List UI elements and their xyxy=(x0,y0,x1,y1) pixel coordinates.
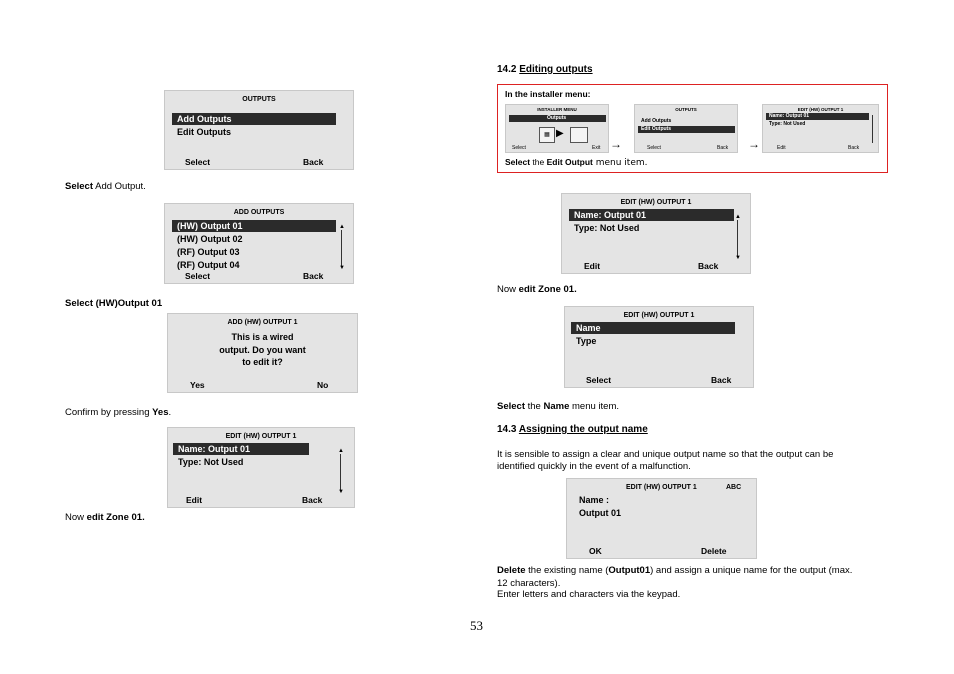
arrow-icon: → xyxy=(748,137,760,151)
arrow-right-icon: ▶ xyxy=(556,128,564,139)
softkey-right[interactable]: Back xyxy=(711,375,732,385)
paragraph-delete-line-3: Enter letters and characters via the keypad. xyxy=(497,589,681,600)
scrollbar[interactable] xyxy=(339,224,345,271)
softkey-delete[interactable]: Delete xyxy=(701,546,727,556)
softkey-left[interactable]: Select xyxy=(185,157,211,167)
menu-item-name[interactable]: Name: Output 01 xyxy=(569,209,734,221)
softkey-left[interactable]: Select xyxy=(586,375,612,385)
menu-item-type[interactable]: Type: Not Used xyxy=(178,457,244,467)
lcd-edit-name-type xyxy=(564,306,754,388)
mini-softkey-right: Back xyxy=(717,145,729,151)
paragraph-line-2: identified quickly in the event of a malfunction. xyxy=(497,461,691,472)
lcd-edit-hw-output xyxy=(167,427,355,508)
mini-item-add-outputs: Add Outputs xyxy=(641,118,672,124)
installer-menu-label: In the installer menu: xyxy=(505,89,591,99)
caption-select-hw-output: Select (HW)Output 01 xyxy=(65,298,163,309)
name-label: Name : xyxy=(579,495,610,505)
mini-title: OUTPUTS xyxy=(675,107,697,112)
softkey-right[interactable]: Back xyxy=(302,495,323,505)
arrow-icon: → xyxy=(610,137,622,151)
installer-menu-box xyxy=(497,84,888,173)
output-device-icon xyxy=(570,127,588,143)
lcd-title: ADD (HW) OUTPUT 1 xyxy=(227,319,298,326)
softkey-yes[interactable]: Yes xyxy=(190,380,205,390)
lcd-title: EDIT (HW) OUTPUT 1 xyxy=(626,484,697,491)
menu-item-name[interactable]: Name xyxy=(571,322,735,334)
caption-select-name: Select the Name menu item. xyxy=(497,401,620,412)
lcd-edit-hw-output-right xyxy=(561,193,751,274)
mini-item-type: Type: Not Used xyxy=(769,121,806,127)
softkey-left[interactable]: Edit xyxy=(186,495,203,505)
paragraph-delete-line-2: 12 characters). xyxy=(497,578,561,589)
keypad-icon: ▦ xyxy=(539,127,555,143)
scroll-down-icon: ▼ xyxy=(339,265,345,271)
mini-scrollbar xyxy=(872,115,873,143)
caption-select-add-output: Select Add Output. xyxy=(65,181,146,192)
mini-item-edit-outputs: Edit Outputs xyxy=(638,126,735,133)
menu-item-rf-output-04[interactable]: (RF) Output 04 xyxy=(177,260,240,270)
menu-item-hw-output-01[interactable]: (HW) Output 01 xyxy=(172,220,336,232)
paragraph-delete-line-1: Delete the existing name (Output01) and assign a unique name for the output (max. xyxy=(497,565,853,576)
confirm-line-2: output. Do you want xyxy=(219,345,306,355)
lcd-add-hw-output-confirm xyxy=(167,313,358,393)
section-heading-editing-outputs: 14.2 Editing outputs xyxy=(497,64,593,75)
lcd-outputs xyxy=(164,90,354,170)
menu-item-rf-output-03[interactable]: (RF) Output 03 xyxy=(177,247,240,257)
installer-menu-caption: Select the Edit Output menu item. xyxy=(505,157,648,168)
menu-item-name[interactable]: Name: Output 01 xyxy=(173,443,309,455)
scrollbar[interactable] xyxy=(735,214,741,261)
section-heading-assigning-name: 14.3 Assigning the output name xyxy=(497,424,648,435)
mini-title: INSTALLER MENU xyxy=(537,107,577,112)
page-number: 53 xyxy=(470,618,483,633)
scrollbar[interactable] xyxy=(338,448,344,495)
softkey-left[interactable]: Edit xyxy=(584,261,601,271)
mini-title: EDIT (HW) OUTPUT 1 xyxy=(797,107,844,112)
mini-softkey-left: Select xyxy=(647,145,661,151)
softkey-right[interactable]: Back xyxy=(698,261,719,271)
mini-lcd-installer-menu xyxy=(505,104,609,153)
mini-softkey-right: Back xyxy=(848,145,860,151)
scroll-down-icon: ▼ xyxy=(735,255,741,261)
mini-softkey-left: Edit xyxy=(777,145,786,151)
softkey-no[interactable]: No xyxy=(317,380,329,390)
paragraph-line-1: It is sensible to assign a clear and unique output name so that the output can be xyxy=(497,449,834,460)
input-mode-abc: ABC xyxy=(726,484,742,491)
softkey-ok[interactable]: OK xyxy=(589,546,602,556)
mini-lcd-edit-output xyxy=(762,104,879,153)
name-input[interactable]: Output 01 xyxy=(579,508,621,518)
scroll-up-icon: ▲ xyxy=(339,224,345,230)
lcd-title: EDIT (HW) OUTPUT 1 xyxy=(623,312,695,319)
mini-softkey-left: Select xyxy=(512,145,526,151)
scroll-up-icon: ▲ xyxy=(735,214,741,220)
mini-lcd-outputs xyxy=(634,104,738,153)
menu-item-type[interactable]: Type xyxy=(576,336,597,346)
menu-item-add-outputs[interactable]: Add Outputs xyxy=(172,113,336,125)
lcd-title: EDIT (HW) OUTPUT 1 xyxy=(225,433,297,440)
lcd-title: ADD OUTPUTS xyxy=(233,209,285,216)
lcd-edit-name-entry xyxy=(566,478,757,559)
lcd-title: OUTPUTS xyxy=(242,96,276,103)
mini-softkey-right: Exit xyxy=(592,145,601,151)
mini-item-name: Name: Output 01 xyxy=(766,113,869,120)
softkey-left[interactable]: Select xyxy=(185,271,211,281)
caption-edit-zone: Now edit Zone 01. xyxy=(65,512,145,523)
caption-edit-zone-right: Now edit Zone 01. xyxy=(497,284,577,295)
scroll-down-icon: ▼ xyxy=(338,489,344,495)
mini-item-outputs: Outputs xyxy=(509,115,606,122)
softkey-right[interactable]: Back xyxy=(303,271,324,281)
menu-item-hw-output-02[interactable]: (HW) Output 02 xyxy=(177,234,243,244)
menu-item-edit-outputs[interactable]: Edit Outputs xyxy=(177,127,231,137)
scroll-up-icon: ▲ xyxy=(338,448,344,454)
lcd-title: EDIT (HW) OUTPUT 1 xyxy=(620,199,692,206)
lcd-add-outputs xyxy=(164,203,354,284)
confirm-line-3: to edit it? xyxy=(242,357,283,367)
confirm-line-1: This is a wired xyxy=(231,332,294,342)
menu-item-type[interactable]: Type: Not Used xyxy=(574,223,640,233)
softkey-right[interactable]: Back xyxy=(303,157,324,167)
caption-confirm-yes: Confirm by pressing Yes. xyxy=(65,407,172,418)
